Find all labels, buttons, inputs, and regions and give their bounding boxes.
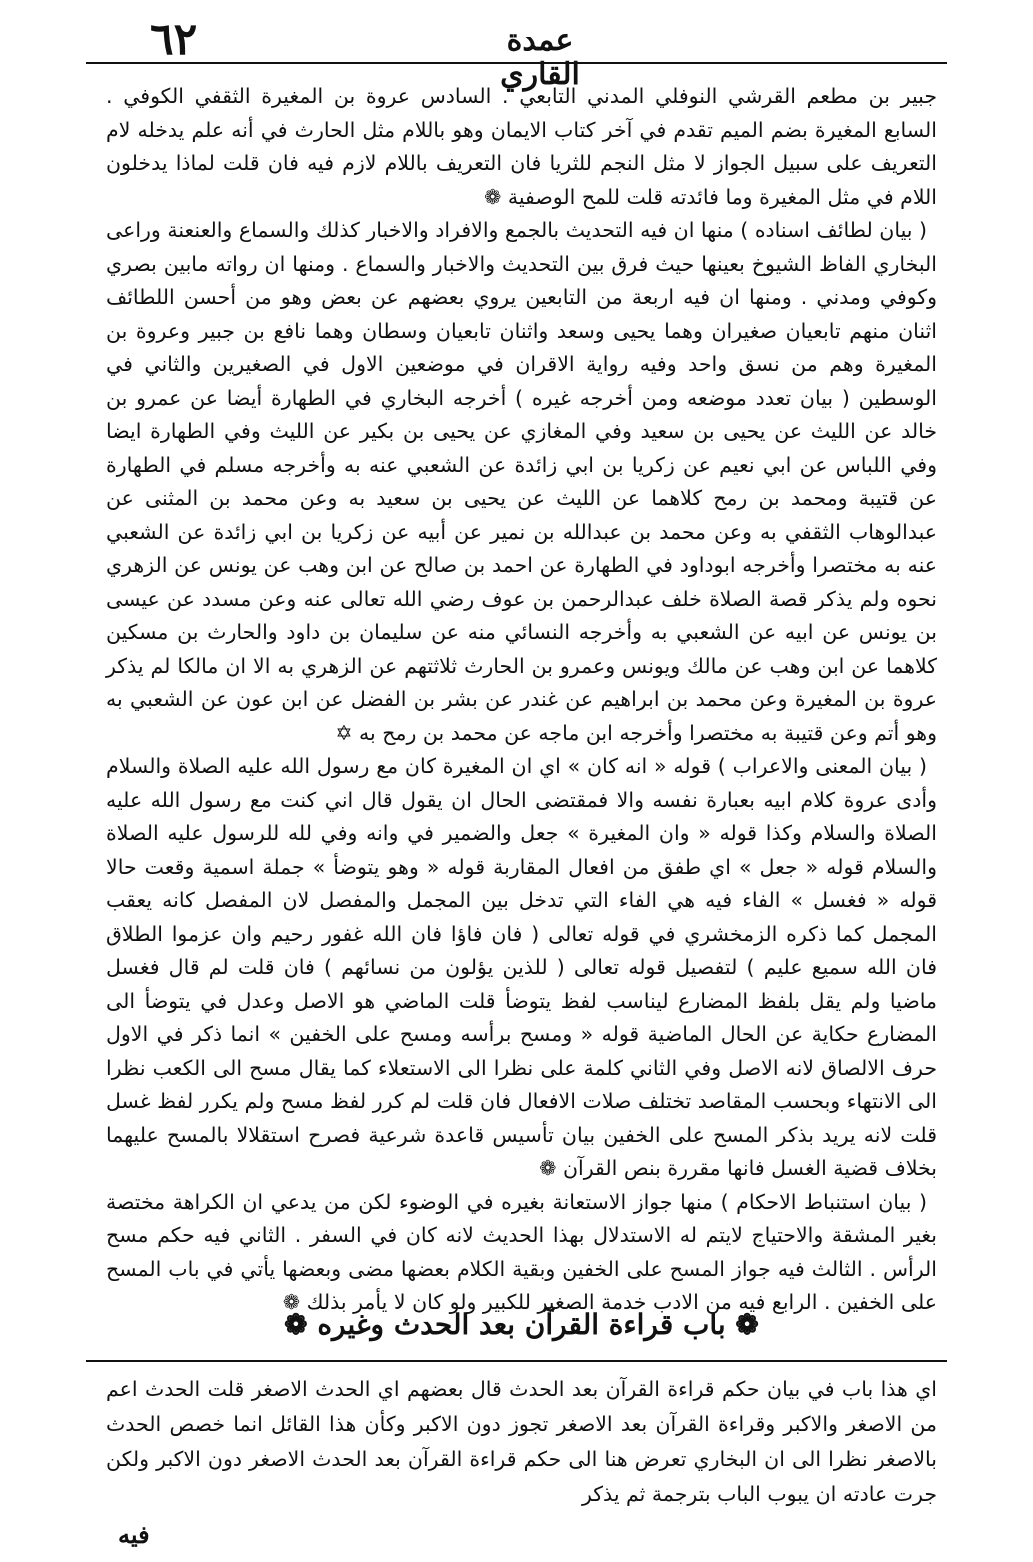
commentary-text — [106, 80, 937, 1320]
paragraph-chapter-intro: اي هذا باب في بيان حكم قراءة القرآن بعد الحدث قال بعضهم اي الحدث الاصغر قلت الحدث اعم من الاصغر والاكبر وقراءة القرآن بعد الاصغر تجوز دون الاكبر وكأن هذا القائل انما خصص الحدث بالاصغر نظرا الى ان البخاري تعرض هنا الى حكم قراءة القرآن بعد الحدث الاصغر دون الاكبر ولكن جرت عادته ان يبوب الباب بترجمة ثم يذكر — [106, 1377, 937, 1506]
paragraph-rulings: ( بيان استنباط الاحكام ) منها جواز الاستعانة بغيره في الوضوء لكن من يدعي ان الكراهة مختصة بغير المشقة والاحتياج لايتم له الاستدلال بهذا الحديث لانه كان في السفر . الثاني فيه حكم مسح الرأس . الثالث فيه جواز المسح على الخفين وبقية الكلام بعضها مضى وبعضها يأتي في باب المسح على الخفين . الرابع فيه من الادب خدمة الصغير للكبير ولو كان لا يأمر بذلك ❁ — [106, 1189, 937, 1314]
catchword: فيه — [118, 1520, 150, 1549]
chapter-text — [106, 1372, 937, 1512]
page-number: ٦٢ — [150, 14, 198, 65]
paragraph-narrators: جبير بن مطعم القرشي النوفلي المدني التابعي . السادس عروة بن المغيرة الثقفي الكوفي . السابع المغيرة بضم الميم تقدم في آخر كتاب الايمان وهو باللام مثل الحارث في أنه علم يدخله لام التعريف على سبيل الجواز لا مثل النجم للثريا فان التعريف باللام لازم فيه فان قلت لماذا يدخلون اللام في مثل المغيرة وما فائدته قلت للمح الوصفية ❁ — [106, 84, 937, 209]
paragraph-meaning: ( بيان المعنى والاعراب ) قوله « انه كان » اي ان المغيرة كان مع رسول الله عليه الصلاة والسلام وأدى عروة كلام ابيه بعبارة نفسه والا فمقتضى الحال ان يقول قال اني كنت مع رسول الله عليه الصلاة والسلام وكذا قوله « وان المغيرة » جعل والضمير في وانه وفي لله للرسول عليه الصلاة والسلام قوله « جعل » اي طفق من افعال المقاربة قوله « وهو يتوضأ » جملة اسمية وقعت حالا قوله « فغسل » الفاء فيه هي الفاء التي تدخل بين المجمل والمفصل لان المفصل كانه يعقب المجمل كما ذكره الزمخشري في قوله تعالى ( فان فاؤا فان الله غفور رحيم وان عزموا الطلاق فان الله سميع عليم ) لتفصيل قوله تعالى ( للذين يؤلون من نسائهم ) فان قلت لم قال فغسل ماضيا ولم يقل بلفظ المضارع ليناسب لفظ يتوضأ قلت الماضي هو الاصل وعدل في يتوضأ الى المضارع حكاية عن الحال الماضية قوله « ومسح برأسه ومسح على الخفين » انما ذكر في الاول حرف الالصاق لانه الاصل وفي الثاني كلمة على نظرا الى الاستعلاء كما يقال مسح الى الكعب نظرا الى الانتهاء وبحسب المقاصد تختلف صلات الافعال فان قلت لم كرر لفظ مسح ولم يكرر لفظ غسل قلت لانه يريد بذكر المسح على الخفين بيان تأسيس قاعدة شرعية فصرح استقلالا بالمسح عليهما بخلاف قضية الغسل فانها مقررة بنص القرآن ❁ — [106, 754, 937, 1180]
paragraph-isnad: ( بيان لطائف اسناده ) منها ان فيه التحديث بالجمع والافراد والاخبار كذلك والسماع والعنعنة وراعى البخاري الفاظ الشيوخ بعينها حيث فرق بين التحديث والاخبار والسماع . ومنها ان رواته مابين بصري وكوفي ومدني . ومنها ان فيه اربعة من التابعين يروي بعضهم عن بعض وهو من أحسن اللطائف اثنان منهم تابعيان صغيران وهما يحيى وسعد واثنان تابعيان وسطان وهما نافع بن جبير وعروة بن المغيرة وهم من نسق واحد وفيه رواية الاقران في موضعين الاول في الصغيرين والثاني في الوسطين ( بيان تعدد موضعه ومن أخرجه غيره ) أخرجه البخاري في الطهارة أيضا عن عمرو بن خالد عن الليث عن يحيى بن سعيد وفي المغازي عن يحيى بن بكير عن الليث وفي الطهارة ايضا وفي اللباس عن ابي نعيم عن زكريا بن ابي زائدة عن الشعبي عنه به وأخرجه مسلم في الطهارة عن قتيبة ومحمد بن رمح كلاهما عن الليث عن يحيى بن سعيد به وعن محمد بن المثنى عن عبدالوهاب الثقفي به وعن محمد بن عبدالله بن نمير عن أبيه عن زكريا بن ابي زائدة عن الشعبي عنه به مختصرا وأخرجه ابوداود في الطهارة عن احمد بن صالح عن ابن وهب عن يونس عن الزهري نحوه ولم يذكر قصة الصلاة خلف عبدالرحمن بن عوف رضي الله تعالى عنه وعن مسدد عن عيسى بن يونس عن ابيه عن الشعبي به وأخرجه النسائي منه عن سليمان بن داود والحارث بن مسكين كلاهما عن ابن وهب عن مالك ويونس وعمرو بن الحارث ثلاثتهم عن الزهري به الا ان مالكا لم يذكر عروة بن المغيرة وعن محمد بن ابراهيم عن غندر عن بشر بن الفضل عن ابن عون عن الشعبي به وهو أتم وعن قتيبة به مختصرا وأخرجه ابن ماجه عن محمد بن رمح به ✡ — [106, 218, 937, 745]
header-rule — [86, 62, 947, 64]
running-title: عمدة القاري — [500, 23, 580, 92]
chapter-heading: ❁ باب قراءة القرآن بعد الحدث وغيره ❁ — [284, 1308, 759, 1341]
heading-rule — [86, 1360, 947, 1362]
